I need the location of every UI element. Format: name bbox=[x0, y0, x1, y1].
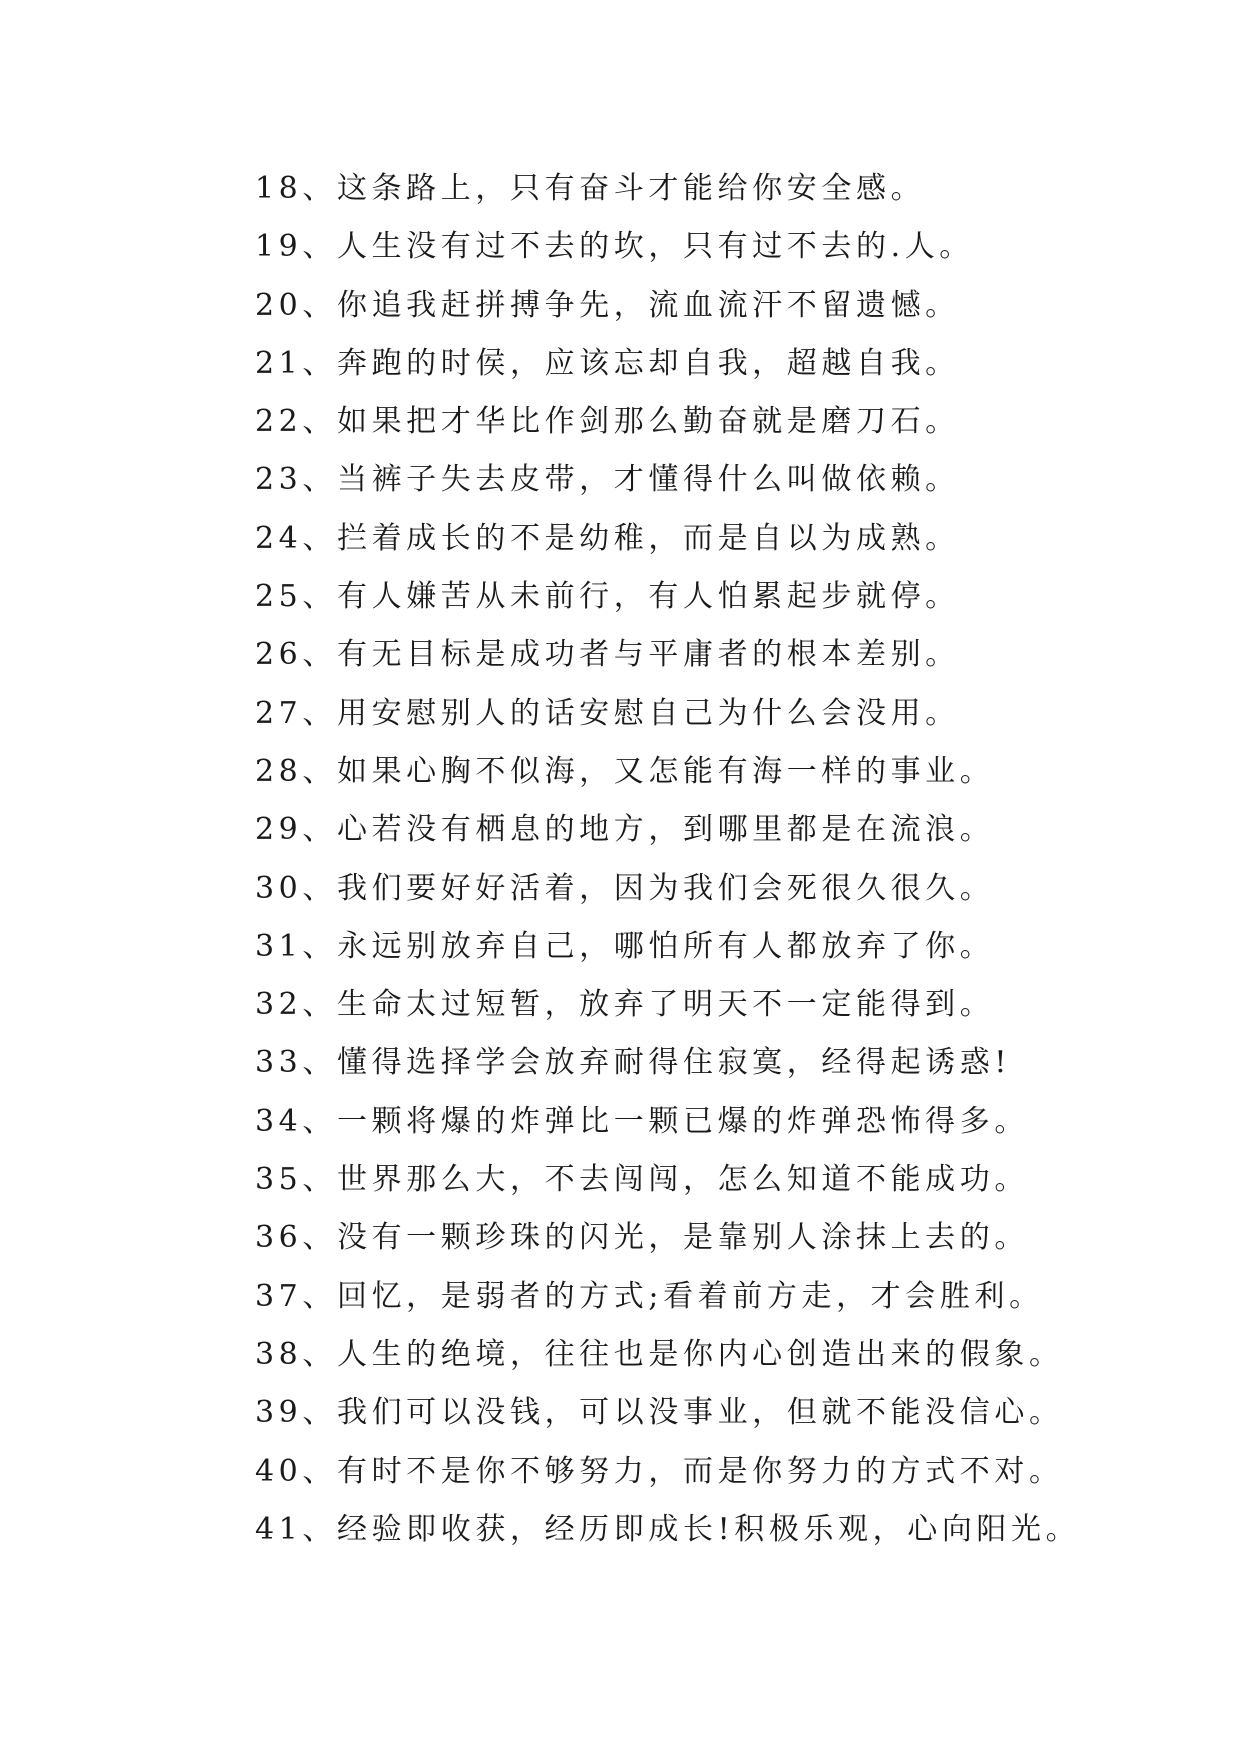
quote-line-18: 18、这条路上，只有奋斗才能给你安全感。 bbox=[255, 171, 926, 206]
quote-line-20: 20、你追我赶拼搏争先，流血流汗不留遗憾。 bbox=[255, 287, 960, 323]
quote-line-35: 35、世界那么大，不去闯闯，怎么知道不能成功。 bbox=[255, 1162, 1029, 1198]
quote-line-32: 32、生命太过短暂，放弃了明天不一定能得到。 bbox=[255, 987, 995, 1023]
quote-line-23: 23、当裤子失去皮带，才懂得什么叫做依赖。 bbox=[255, 462, 960, 498]
quote-line-41: 41、经验即收获，经历即成长!积极乐观，心向阳光。 bbox=[255, 1511, 1081, 1547]
quote-line-36: 36、没有一颗珍珠的闪光，是靠别人涂抹上去的。 bbox=[255, 1220, 1029, 1256]
quote-line-26: 26、有无目标是成功者与平庸者的根本差别。 bbox=[255, 637, 960, 673]
quote-line-33: 33、懂得选择学会放弃耐得住寂寞，经得起诱惑! bbox=[255, 1045, 1012, 1081]
quote-line-19: 19、人生没有过不去的坎，只有过不去的.人。 bbox=[255, 229, 974, 265]
quote-line-34: 34、一颗将爆的炸弹比一颗已爆的炸弹恐怖得多。 bbox=[255, 1103, 1029, 1139]
quote-line-24: 24、拦着成长的不是幼稚，而是自以为成熟。 bbox=[255, 520, 960, 556]
quote-line-22: 22、如果把才华比作剑那么勤奋就是磨刀石。 bbox=[255, 404, 960, 440]
quote-line-38: 38、人生的绝境，往往也是你内心创造出来的假象。 bbox=[255, 1336, 1064, 1372]
quote-line-31: 31、永远别放弃自己，哪怕所有人都放弃了你。 bbox=[255, 928, 995, 964]
quote-line-27: 27、用安慰别人的话安慰自己为什么会没用。 bbox=[255, 695, 960, 731]
quote-line-30: 30、我们要好好活着，因为我们会死很久很久。 bbox=[255, 870, 995, 906]
quote-line-21: 21、奔跑的时侯，应该忘却自我，超越自我。 bbox=[255, 345, 960, 381]
quote-line-40: 40、有时不是你不够努力，而是你努力的方式不对。 bbox=[255, 1453, 1064, 1489]
quote-line-29: 29、心若没有栖息的地方，到哪里都是在流浪。 bbox=[255, 812, 995, 848]
quote-line-39: 39、我们可以没钱，可以没事业，但就不能没信心。 bbox=[255, 1395, 1064, 1431]
quote-line-28: 28、如果心胸不似海，又怎能有海一样的事业。 bbox=[255, 753, 995, 789]
quote-list bbox=[255, 160, 1155, 1559]
quote-line-37: 37、回忆，是弱者的方式;看着前方走，才会胜利。 bbox=[255, 1278, 1044, 1314]
quote-line-25: 25、有人嫌苦从未前行，有人怕累起步就停。 bbox=[255, 579, 960, 615]
